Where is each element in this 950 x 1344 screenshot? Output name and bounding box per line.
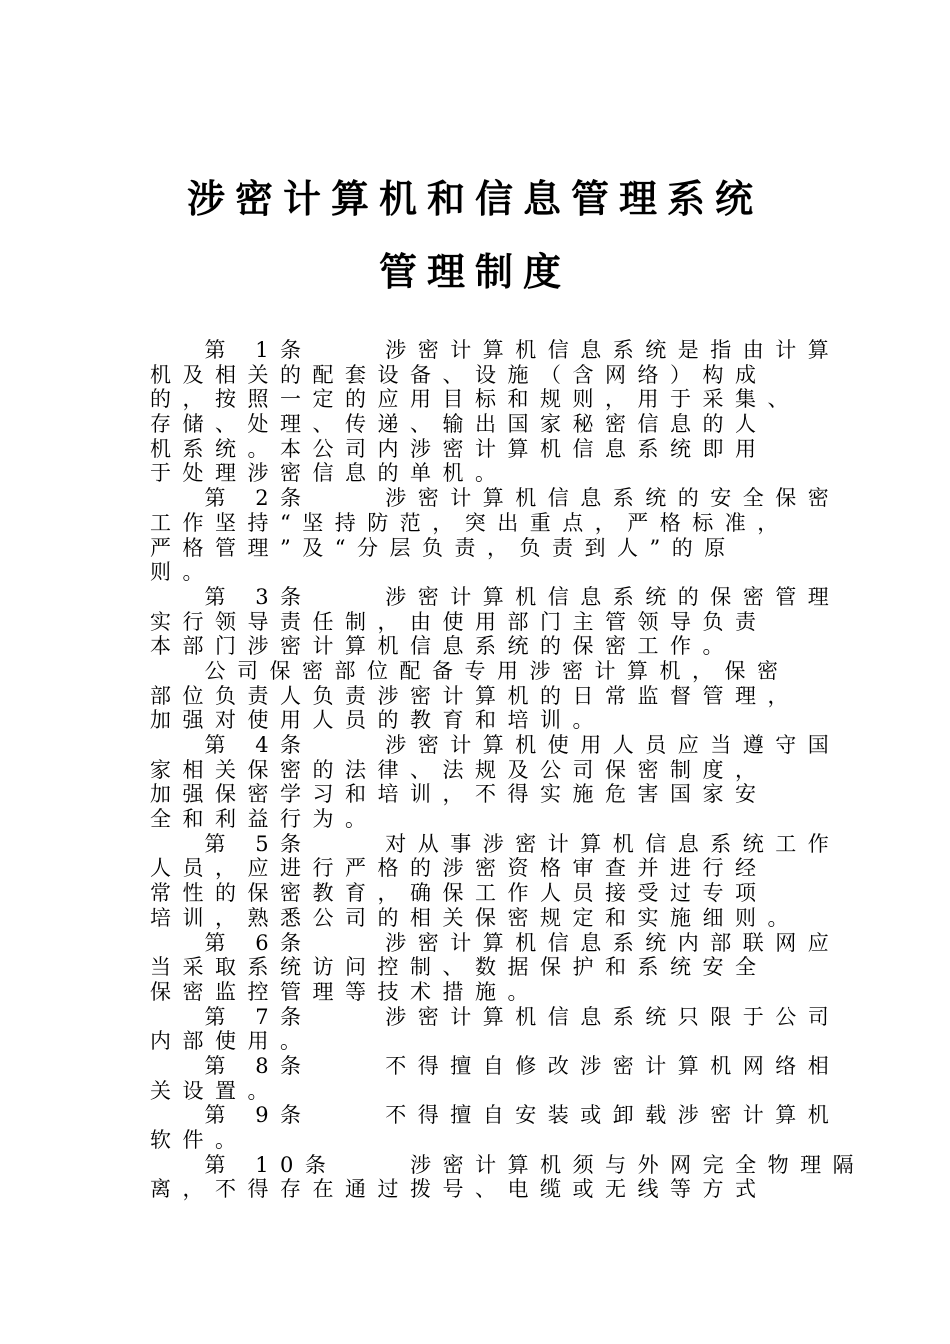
body-text-line: 第 9条 不得擅自安装或卸载涉密计算机 <box>150 1103 841 1128</box>
body-text-line: 第 4条 涉密计算机使用人员应当遵守国 <box>150 733 841 757</box>
body-text-line: 内部使用。 <box>150 1029 313 1054</box>
body-text-line: 第 6条 涉密计算机信息系统内部联网应 <box>150 930 841 955</box>
body-text-line: 的，按照一定的应用目标和规则，用于采集、 <box>150 387 800 412</box>
body-text-line: 本部门涉密计算机信息系统的保密工作。 <box>150 634 735 659</box>
body-text-line: 离，不得存在通过拨号、电缆或无线等方式 <box>150 1177 768 1202</box>
body-text-line: 部位负责人负责涉密计算机的日常监督管理， <box>150 683 800 708</box>
body-text-line: 第 8条 不得擅自修改涉密计算机网络相 <box>150 1053 841 1078</box>
body-text-line: 第 2条 涉密计算机信息系统的安全保密 <box>150 486 841 511</box>
body-text-line: 人员，应进行严格的涉密资格审查并进行经 <box>150 856 768 881</box>
body-text-line: 工作坚持“坚持防范，突出重点，严格标准， <box>150 510 790 535</box>
body-text-line: 第 1条 涉密计算机信息系统是指由计算 <box>150 338 841 362</box>
body-text-line: 机系统。本公司内涉密计算机信息系统即用 <box>150 436 768 461</box>
body-text-line: 实行领导责任制，由使用部门主管领导负责 <box>150 609 768 634</box>
document-title-line-1: 涉密计算机和信息管理系统 <box>186 177 763 221</box>
body-text-line: 机及相关的配套设备、设施（含网络）构成 <box>150 362 768 387</box>
document-body <box>150 338 866 1202</box>
body-text-line: 第 7条 涉密计算机信息系统只限于公司 <box>150 1004 841 1029</box>
body-text-line: 加强对使用人员的教育和培训。 <box>150 708 605 733</box>
document-title-line-2: 管理制度 <box>378 250 571 294</box>
body-text-line: 保密监控管理等技术措施。 <box>150 979 540 1004</box>
body-text-line: 家相关保密的法律、法规及公司保密制度， <box>150 757 768 782</box>
body-text-line: 培训，熟悉公司的相关保密规定和实施细则。 <box>150 905 800 930</box>
body-text-line: 严格管理”及“分层负责，负责到人”的原 <box>150 535 737 560</box>
body-text-line: 则。 <box>150 560 215 585</box>
body-text-line: 第 10条 涉密计算机须与外网完全物理隔 <box>150 1152 866 1177</box>
body-text-line: 公司保密部位配备专用涉密计算机，保密 <box>150 658 790 683</box>
body-text-line: 常性的保密教育，确保工作人员接受过专项 <box>150 881 768 906</box>
body-text-line: 加强保密学习和培训，不得实施危害国家安 <box>150 782 768 807</box>
body-text-line: 当采取系统访问控制、数据保护和系统安全 <box>150 955 768 980</box>
body-text-line: 软件。 <box>150 1128 248 1152</box>
body-text-line: 第 5条 对从事涉密计算机信息系统工作 <box>150 831 841 856</box>
body-text-line: 关设置。 <box>150 1078 280 1103</box>
body-text-line: 全和利益行为。 <box>150 807 378 832</box>
body-text-line: 于处理涉密信息的单机。 <box>150 461 508 486</box>
body-text-line: 第 3条 涉密计算机信息系统的保密管理 <box>150 584 841 609</box>
body-text-line: 存储、处理、传递、输出国家秘密信息的人 <box>150 412 768 437</box>
